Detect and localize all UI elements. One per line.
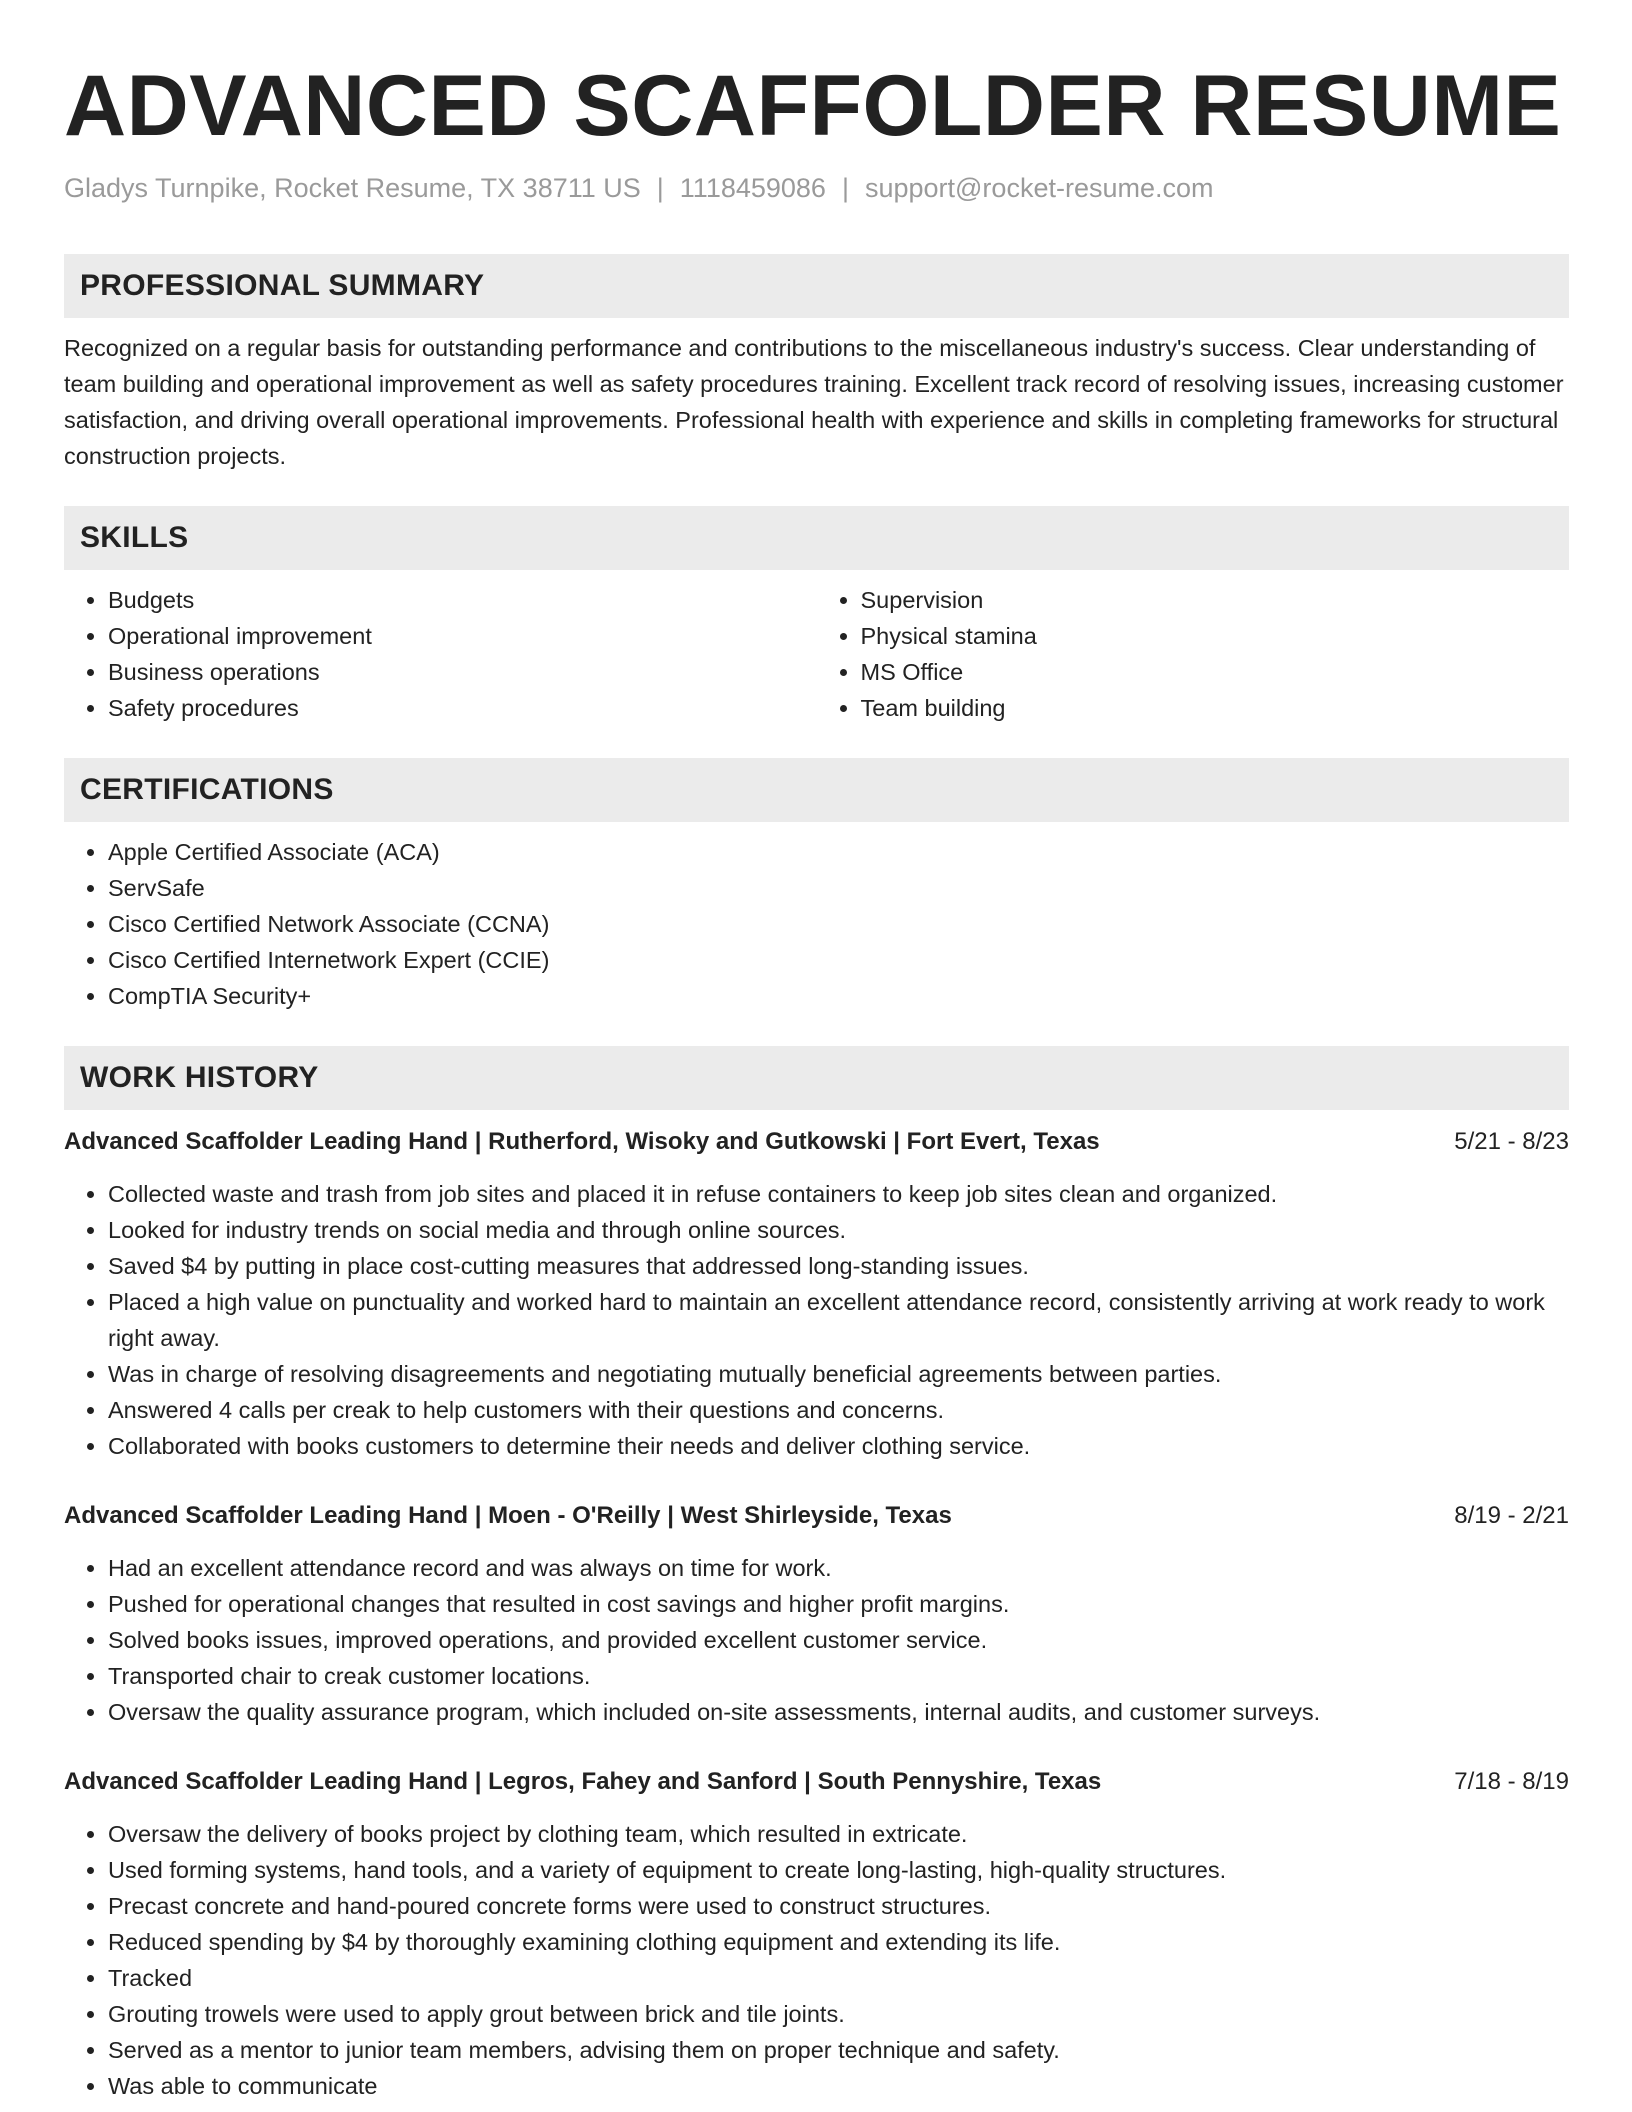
job-header [64,1124,1569,1160]
job-bullets [64,1550,1569,1730]
certification-item: • Cisco Certified Internetwork Expert (CCIE) [108,942,1569,978]
skill-item: • Budgets [108,582,817,618]
job-bullet: • Solved books issues, improved operations, and provided excellent customer service. [108,1622,1569,1658]
job-bullet: • Was in charge of resolving disagreements and negotiating mutually beneficial agreements between parties. [108,1356,1569,1392]
job-bullets [64,1816,1569,2104]
job-bullet: • Saved $4 by putting in place cost-cutting measures that addressed long-standing issues. [108,1248,1569,1284]
job-bullet: • Oversaw the quality assurance program, which included on-site assessments, internal audits, and customer surveys. [108,1694,1569,1730]
job-bullet: • Used forming systems, hand tools, and a variety of equipment to create long-lasting, high-quality structures. [108,1852,1569,1888]
contact-separator: | [841,173,849,203]
contact-email: support@rocket-resume.com [864,173,1214,203]
job-bullet: • Pushed for operational changes that resulted in cost savings and higher profit margins. [108,1586,1569,1622]
job-bullets [64,1176,1569,1464]
certification-item: • ServSafe [108,870,1569,906]
job-dates: 8/19 - 2/21 [1454,1502,1569,1529]
job-bullet: • Served as a mentor to junior team members, advising them on proper technique and safety. [108,2032,1569,2068]
skill-item: • MS Office [861,654,1570,690]
job-bullet: • Tracked [108,1960,1569,1996]
certifications-list [64,834,1569,1014]
skills-list-left [64,582,817,726]
contact-phone: 1118459086 [679,173,826,203]
job-dates: 5/21 - 8/23 [1454,1128,1569,1155]
job-bullet: • Precast concrete and hand-poured concrete forms were used to construct structures. [108,1888,1569,1924]
summary-text: Recognized on a regular basis for outstanding performance and contributions to the miscellaneous industry's success. Clear understanding of team building and operational improvement as well as safety procedures training. Excellent track record of resolving issues, increasing customer satisfaction, and driving overall operational improvements. Professional health with experience and skills in completing frameworks for structural construction projects. [64,335,1564,469]
job-bullet: • Placed a high value on punctuality and worked hard to maintain an excellent attendance record, consistently arriving at work ready to work right away. [108,1284,1569,1356]
skill-item: • Safety procedures [108,690,817,726]
job-bullet: • Oversaw the delivery of books project by clothing team, which resulted in extricate. [108,1816,1569,1852]
certification-item: • CompTIA Security+ [108,978,1569,1014]
job-bullet: • Grouting trowels were used to apply grout between brick and tile joints. [108,1996,1569,2032]
skill-item: • Business operations [108,654,817,690]
job-bullet: • Was able to communicate [108,2068,1569,2104]
job-bullet: • Transported chair to creak customer locations. [108,1658,1569,1694]
job-entry [64,1498,1569,1730]
skill-item: • Operational improvement [108,618,817,654]
certification-item: • Cisco Certified Network Associate (CCNA) [108,906,1569,942]
skill-item: • Physical stamina [861,618,1570,654]
job-bullet: • Reduced spending by $4 by thoroughly examining clothing equipment and extending its life. [108,1924,1569,1960]
job-dates: 7/18 - 8/19 [1454,1768,1569,1795]
job-bullet: • Had an excellent attendance record and was always on time for work. [108,1550,1569,1586]
job-title: Advanced Scaffolder Leading Hand | Legros, Fahey and Sanford | South Pennyshire, Texas [64,1768,1102,1795]
job-title: Advanced Scaffolder Leading Hand | Rutherford, Wisoky and Gutkowski | Fort Evert, Texas [64,1128,1100,1155]
contact-address: Gladys Turnpike, Rocket Resume, TX 38711 US [64,173,641,203]
job-header [64,1498,1569,1534]
skill-item: • Supervision [861,582,1570,618]
certification-item: • Apple Certified Associate (ACA) [108,834,1569,870]
job-entry [64,1124,1569,1464]
section-heading-certifications: CERTIFICATIONS [64,758,1569,822]
section-heading-summary: PROFESSIONAL SUMMARY [64,254,1569,318]
job-header [64,1764,1569,1800]
section-heading-skills: SKILLS [64,506,1569,570]
job-entry [64,1764,1569,2104]
contact-separator: | [656,173,664,203]
job-bullet: • Collaborated with books customers to determine their needs and deliver clothing service. [108,1428,1569,1464]
resume-page [64,56,1569,2104]
skills-list-right [817,582,1570,726]
skills-columns [64,582,1569,726]
section-heading-work-history: WORK HISTORY [64,1046,1569,1110]
contact-line [64,170,1569,206]
job-bullet: • Answered 4 calls per creak to help customers with their questions and concerns. [108,1392,1569,1428]
job-title: Advanced Scaffolder Leading Hand | Moen - O'Reilly | West Shirleyside, Texas [64,1502,952,1529]
skill-item: • Team building [861,690,1570,726]
job-bullet: • Collected waste and trash from job sites and placed it in refuse containers to keep job sites clean and organized. [108,1176,1569,1212]
job-bullet: • Looked for industry trends on social media and through online sources. [108,1212,1569,1248]
resume-title: ADVANCED SCAFFOLDER RESUME [64,58,1562,154]
